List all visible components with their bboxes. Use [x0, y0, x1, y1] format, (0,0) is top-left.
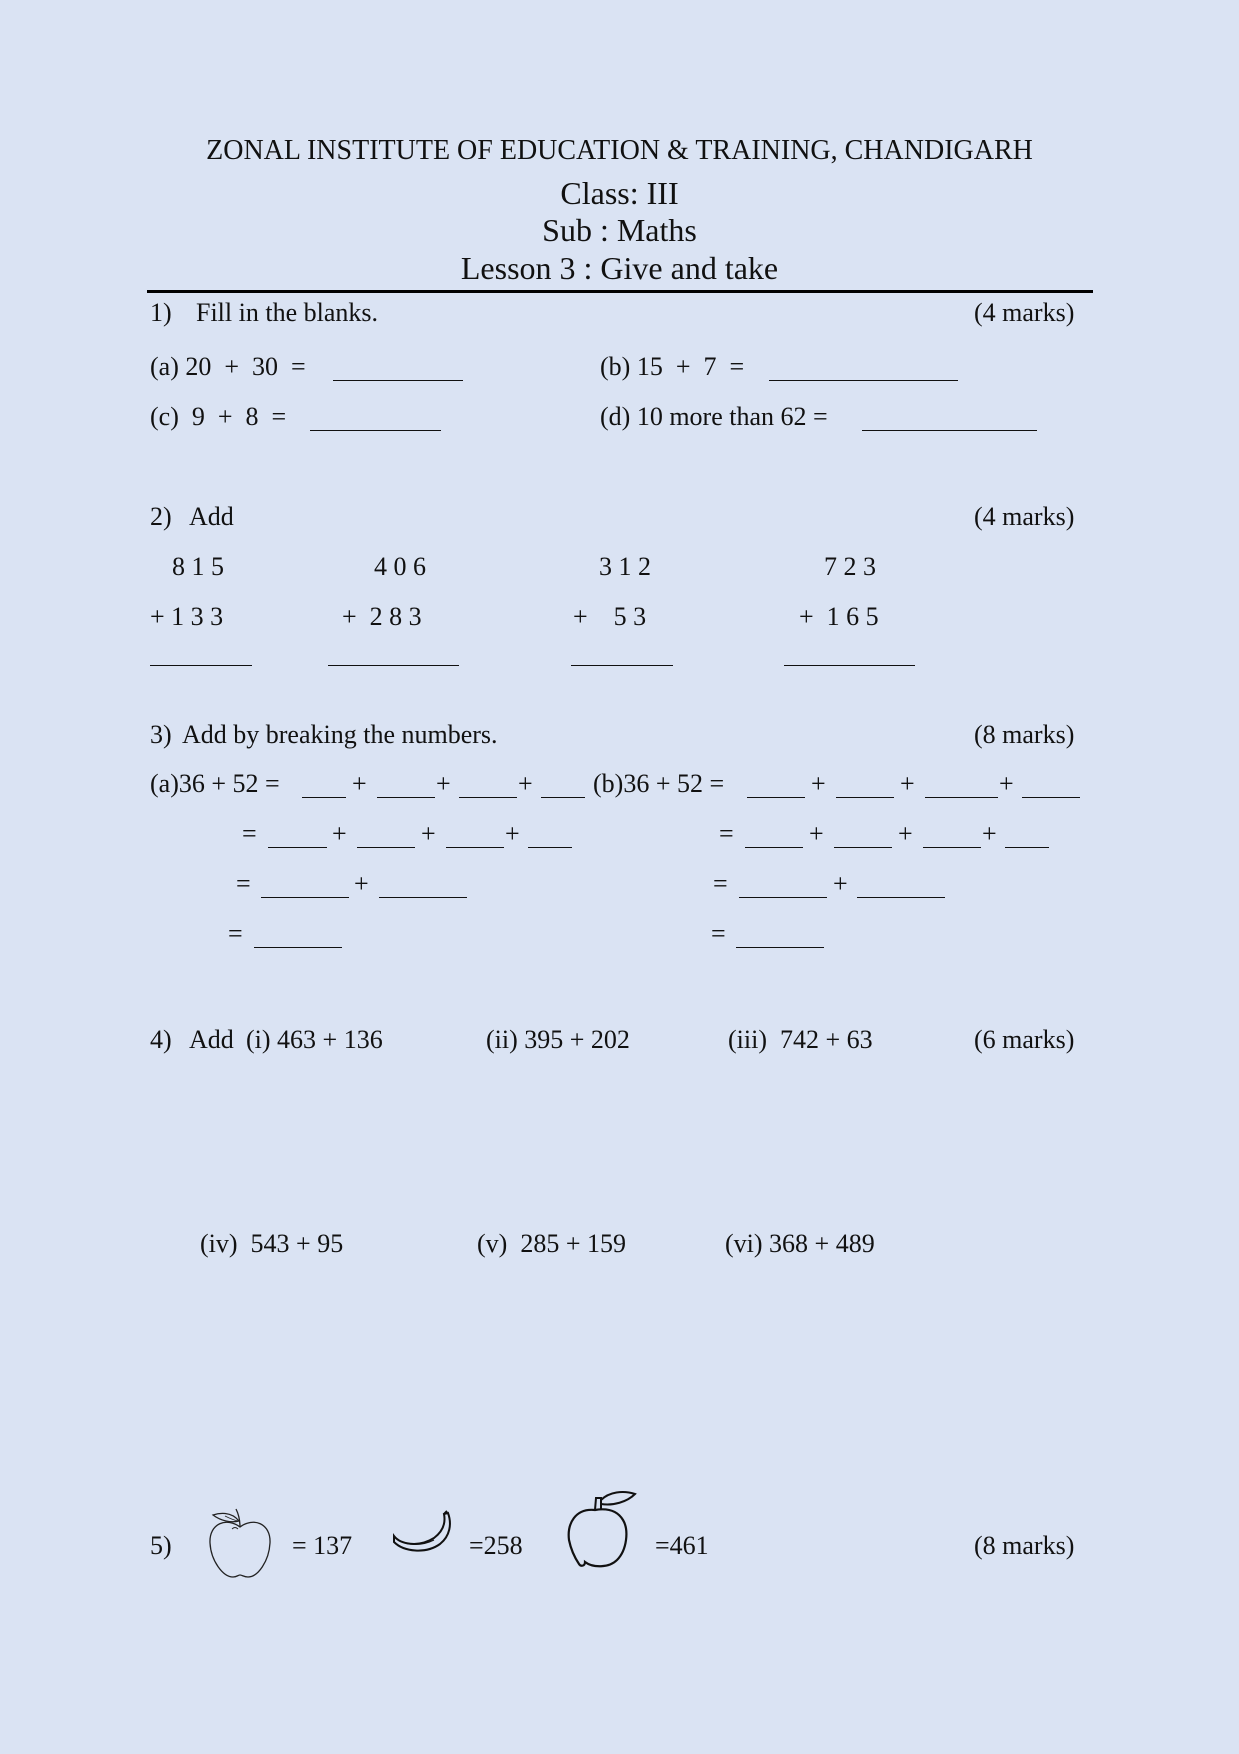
q2-p3-top: 3 1 2: [599, 552, 651, 581]
q3-b-r3-blank-2[interactable]: [857, 897, 945, 898]
q4-item-iv: (iv) 543 + 95: [200, 1229, 344, 1258]
q4-item-iii: (iii) 742 + 63: [728, 1025, 873, 1054]
q3-a-r4-blank[interactable]: [254, 947, 342, 948]
equals-sign: =: [236, 869, 251, 898]
q5-banana-value: =258: [469, 1531, 523, 1560]
plus-sign: +: [421, 819, 436, 848]
q3-a-r2-blank-4[interactable]: [528, 847, 572, 848]
class-label: Class: III: [560, 175, 679, 211]
q5-number: 5): [150, 1531, 172, 1560]
q2-p1-top: 8 1 5: [172, 552, 224, 581]
q3-a-label: (a)36 + 52 =: [150, 769, 280, 798]
q5-marks: (8 marks): [974, 1531, 1075, 1560]
q2-title: Add: [189, 502, 234, 531]
banana-icon: [392, 1510, 452, 1555]
equals-sign: =: [719, 819, 734, 848]
plus-sign: +: [354, 869, 369, 898]
q3-a-r1-blank-2[interactable]: [377, 797, 435, 798]
equals-sign: =: [713, 869, 728, 898]
q3-b-r1-blank-4[interactable]: [1022, 797, 1080, 798]
subject-label: Sub : Maths: [542, 212, 697, 248]
plus-sign: +: [332, 819, 347, 848]
q3-a-r1-blank-1[interactable]: [302, 797, 346, 798]
q2-p1-answer-line[interactable]: [150, 665, 252, 666]
mango-icon: [565, 1490, 637, 1570]
q2-p3-bottom: + 5 3: [573, 602, 647, 631]
q3-b-r1-blank-3[interactable]: [925, 797, 998, 798]
q2-p4-answer-line[interactable]: [784, 665, 915, 666]
q2-p2-answer-line[interactable]: [328, 665, 459, 666]
q3-b-r3-blank-1[interactable]: [739, 897, 827, 898]
q2-p3-answer-line[interactable]: [571, 665, 673, 666]
q5-mango-value: =461: [655, 1531, 709, 1560]
plus-sign: +: [833, 869, 848, 898]
q4-item-ii: (ii) 395 + 202: [486, 1025, 630, 1054]
plus-sign: +: [518, 769, 533, 798]
q1-d-text: (d) 10 more than 62 =: [600, 402, 828, 431]
q4-item-i: (i) 463 + 136: [246, 1025, 383, 1054]
plus-sign: +: [999, 769, 1014, 798]
q3-number: 3): [150, 720, 172, 749]
q3-a-r3-blank-1[interactable]: [261, 897, 349, 898]
q2-p2-top: 4 0 6: [374, 552, 426, 581]
q3-b-label: (b)36 + 52 =: [593, 769, 725, 798]
plus-sign: +: [352, 769, 367, 798]
q5-apple-value: = 137: [292, 1531, 353, 1560]
q3-b-r1-blank-2[interactable]: [836, 797, 894, 798]
equals-sign: =: [242, 819, 257, 848]
q4-marks: (6 marks): [974, 1025, 1075, 1054]
q4-item-vi: (vi) 368 + 489: [725, 1229, 875, 1258]
plus-sign: +: [900, 769, 915, 798]
plus-sign: +: [811, 769, 826, 798]
q3-b-r2-blank-1[interactable]: [745, 847, 803, 848]
q4-item-v: (v) 285 + 159: [477, 1229, 626, 1258]
lesson-title: Lesson 3 : Give and take: [460, 250, 779, 286]
q1-number: 1): [150, 298, 172, 327]
equals-sign: =: [228, 919, 243, 948]
q1-c-text: (c) 9 + 8 =: [150, 402, 287, 431]
q3-title: Add by breaking the numbers.: [182, 720, 498, 749]
q3-b-r4-blank[interactable]: [736, 947, 824, 948]
plus-sign: +: [809, 819, 824, 848]
header-divider: [147, 290, 1093, 293]
q2-p4-top: 7 2 3: [824, 552, 876, 581]
q3-a-r2-blank-2[interactable]: [357, 847, 415, 848]
q3-b-r2-blank-3[interactable]: [923, 847, 981, 848]
equals-sign: =: [711, 919, 726, 948]
q1-d-blank[interactable]: [862, 430, 1037, 431]
q1-marks: (4 marks): [974, 298, 1075, 327]
q1-a-blank[interactable]: [333, 380, 463, 381]
apple-icon: [205, 1505, 275, 1580]
q3-marks: (8 marks): [974, 720, 1075, 749]
q1-b-text: (b) 15 + 7 =: [600, 352, 745, 381]
q4-number: 4): [150, 1025, 172, 1054]
plus-sign: +: [505, 819, 520, 848]
q3-a-r2-blank-1[interactable]: [268, 847, 327, 848]
q2-p2-bottom: + 2 8 3: [342, 602, 422, 631]
q2-marks: (4 marks): [974, 502, 1075, 531]
q3-a-r2-blank-3[interactable]: [446, 847, 504, 848]
q1-title: Fill in the blanks.: [196, 298, 378, 327]
q1-c-blank[interactable]: [310, 430, 441, 431]
q2-p1-bottom: + 1 3 3: [150, 602, 224, 631]
plus-sign: +: [982, 819, 997, 848]
q2-p4-bottom: + 1 6 5: [799, 602, 879, 631]
q4-lead: Add: [189, 1025, 234, 1054]
plus-sign: +: [436, 769, 451, 798]
q3-b-r2-blank-4[interactable]: [1005, 847, 1049, 848]
q1-b-blank[interactable]: [769, 380, 958, 381]
q3-a-r1-blank-3[interactable]: [459, 797, 517, 798]
plus-sign: +: [898, 819, 913, 848]
q2-number: 2): [150, 502, 172, 531]
q3-b-r1-blank-1[interactable]: [747, 797, 805, 798]
q3-a-r1-blank-4[interactable]: [541, 797, 585, 798]
q1-a-text: (a) 20 + 30 =: [150, 352, 306, 381]
q3-a-r3-blank-2[interactable]: [379, 897, 467, 898]
q3-b-r2-blank-2[interactable]: [834, 847, 892, 848]
institute-title: ZONAL INSTITUTE OF EDUCATION & TRAINING, CHANDIGARH: [206, 135, 1033, 166]
